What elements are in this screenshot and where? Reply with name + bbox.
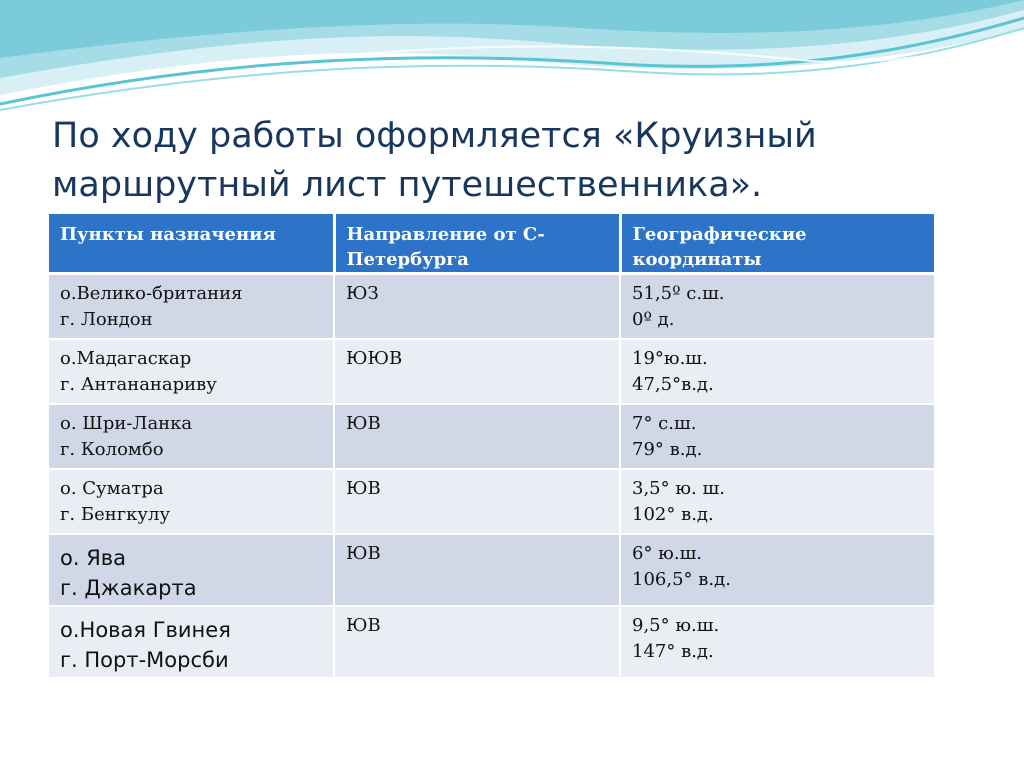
table-row (49, 404, 934, 469)
direction-cell: ЮЮВ (334, 339, 620, 404)
coordinates-cell (620, 534, 934, 606)
destination-cell (49, 469, 334, 534)
latitude: 19°ю.ш. (632, 347, 708, 369)
header-destinations: Пункты назначения (49, 214, 334, 274)
destination-cell (49, 606, 334, 678)
longitude: 47,5°в.д. (632, 373, 714, 395)
table-row (49, 339, 934, 404)
longitude: 147° в.д. (632, 640, 714, 662)
slide-title-line-1: По ходу работы оформляется «Круизный (52, 116, 817, 156)
island-name: о.Новая Гвинея (60, 617, 231, 642)
longitude: 102° в.д. (632, 503, 714, 525)
longitude: 0º д. (632, 309, 675, 330)
longitude: 79° в.д. (632, 438, 703, 460)
destination-cell (49, 339, 334, 404)
latitude: 6° ю.ш. (632, 542, 703, 564)
city-name: г. Лондон (60, 309, 153, 330)
direction-cell: ЮЗ (334, 274, 620, 339)
header-coordinates: Географические координаты (620, 214, 934, 274)
direction-cell: ЮВ (334, 469, 620, 534)
coordinates-cell (620, 339, 934, 404)
slide-title-line-2: маршрутный лист путешественника». (52, 165, 763, 205)
city-name: г. Антананариву (60, 373, 217, 395)
island-name: о. Ява (60, 545, 127, 570)
latitude: 7° с.ш. (632, 412, 697, 434)
direction-cell: ЮВ (334, 404, 620, 469)
table-row (49, 534, 934, 606)
table-row (49, 274, 934, 339)
latitude: 9,5° ю.ш. (632, 614, 720, 636)
coordinates-cell (620, 469, 934, 534)
direction-cell: ЮВ (334, 606, 620, 678)
island-name: о.Мадагаскар (60, 347, 192, 369)
latitude: 51,5º с.ш. (632, 283, 725, 304)
coordinates-cell (620, 404, 934, 469)
table-header-row (49, 214, 934, 274)
destination-cell (49, 274, 334, 339)
slide-title (52, 112, 952, 210)
longitude: 106,5° в.д. (632, 568, 731, 590)
city-name: г. Коломбо (60, 438, 164, 460)
table-row (49, 606, 934, 678)
city-name: г. Джакарта (60, 575, 197, 600)
direction-cell: ЮВ (334, 534, 620, 606)
latitude: 3,5° ю. ш. (632, 477, 725, 499)
city-name: г. Бенгкулу (60, 503, 171, 525)
coordinates-cell (620, 274, 934, 339)
destination-cell (49, 404, 334, 469)
header-direction: Направление от С-Петербурга (334, 214, 620, 274)
table-row (49, 469, 934, 534)
island-name: о. Суматра (60, 477, 164, 499)
island-name: о. Шри-Ланка (60, 412, 193, 434)
coordinates-cell (620, 606, 934, 678)
island-name: о.Велико-британия (60, 283, 243, 304)
route-table (49, 214, 934, 679)
decorative-wave-banner (0, 0, 1024, 120)
destination-cell (49, 534, 334, 606)
city-name: г. Порт-Морсби (60, 647, 229, 672)
